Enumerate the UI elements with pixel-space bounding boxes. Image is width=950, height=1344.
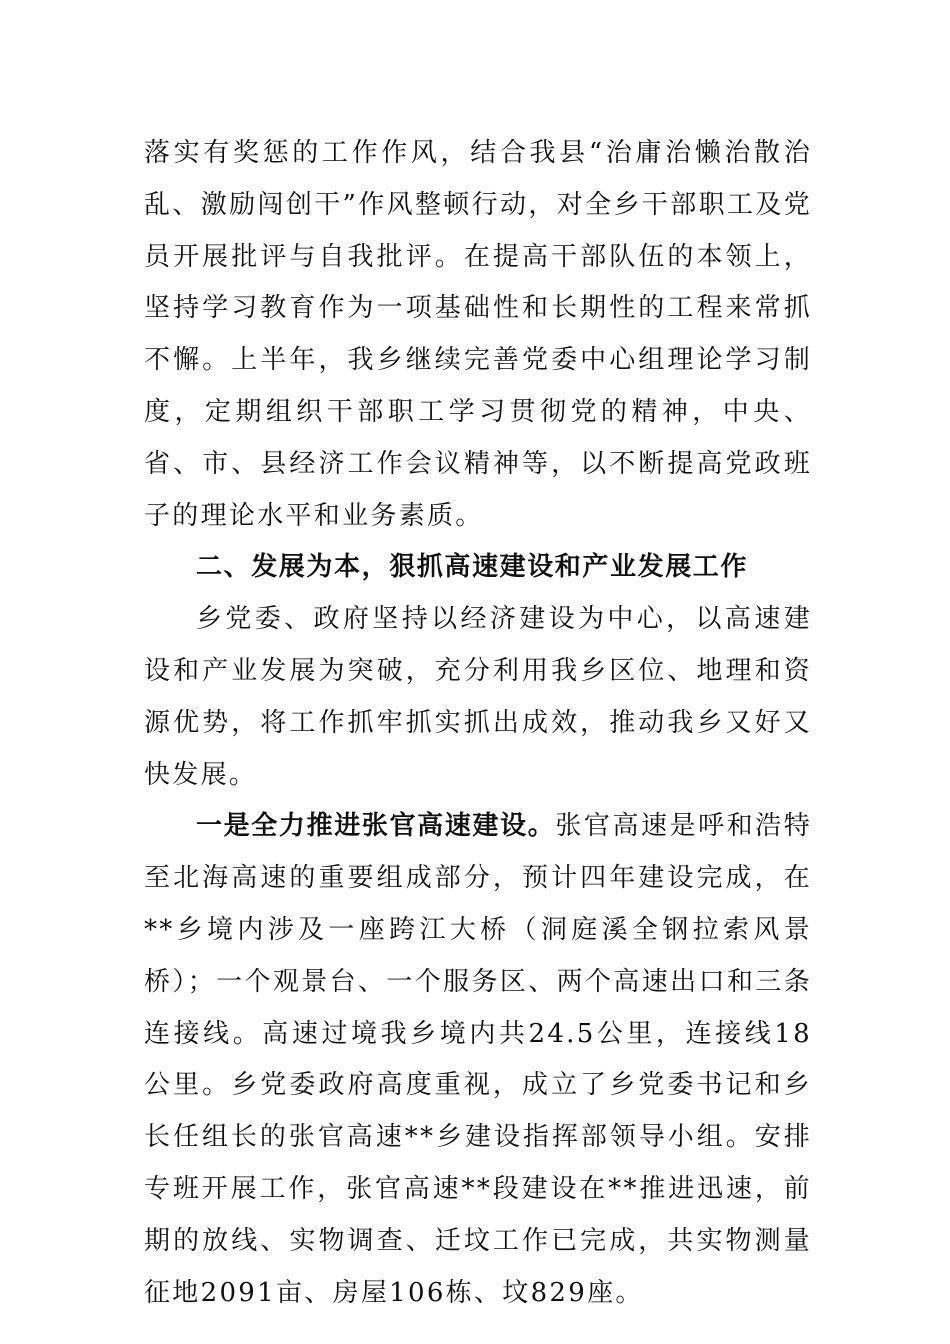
section-intro-paragraph: 乡党委、政府坚持以经济建设为中心，以高速建设和产业发展为突破，充分利用我乡区位、地理和资源优势，将工作抓牢抓实抓出成效，推动我乡又好又快发展。: [144, 604, 812, 790]
section-heading: 二、发展为本，狠抓高速建设和产业发展工作: [196, 552, 749, 583]
item-one-body: 张官高速是呼和浩特至北海高速的重要组成部分，预计四年建设完成，在**乡境内涉及一座跨江大桥（洞庭溪全钢拉索风景桥）；一个观景台、一个服务区、两个高速出口和三条连接线。高速过境我乡境内共24.5公里，连接线18公里。乡党委政府高度重视，成立了乡党委书记和乡长任组长的张官高速**乡建设指挥部领导小组。安排专班开展工作，张官高速**段建设在**推进迅速，前期的放线、实物调查、迁坟工作已完成，共实物测量征地2091亩、房屋106栋、坟829座。: [144, 811, 813, 1308]
item-one-lead: 一是全力推进张官高速建设。: [196, 811, 556, 842]
paragraph-continuation: 落实有奖惩的工作作风，结合我县“治庸治懒治散治乱、激励闯创干”作风整顿行动，对全乡干部职工及党员开展批评与自我批评。在提高干部队伍的本领上，坚持学习教育作为一项基础性和长期性的工程来常抓不懈。上半年，我乡继续完善党委中心组理论学习制度，定期组织干部职工学习贯彻党的精神，中央、省、市、县经济工作会议精神等，以不断提高党政班子的理论水平和业务素质。: [144, 138, 812, 531]
document-body: [144, 128, 812, 1319]
item-one-paragraph: [144, 801, 812, 1319]
